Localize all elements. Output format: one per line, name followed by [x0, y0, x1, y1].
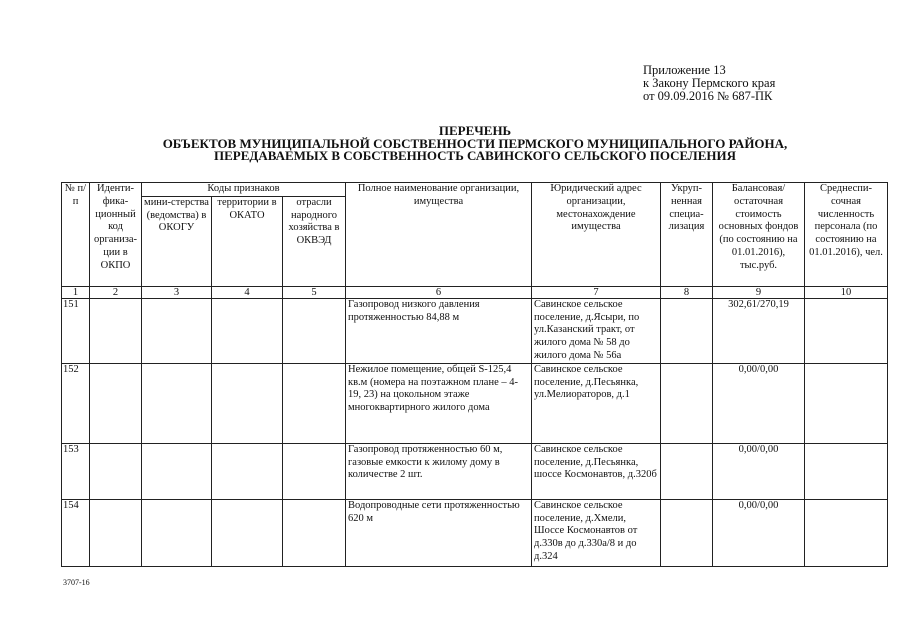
col-number: 8: [661, 286, 713, 298]
row-number: 154: [62, 499, 90, 566]
table-row: [62, 298, 888, 363]
title-line-1: ПЕРЕЧЕНЬ: [438, 123, 512, 138]
row-name: Нежилое помещение, общей S-125,4 кв.м (номера на поэтажном плане – 4-19, 23) на цокольном этаже многоквартирного жилого дома: [346, 363, 532, 443]
row-number: 152: [62, 363, 90, 443]
row-name: Газопровод протяженностью 60 м, газовые емкости к жилому дому в количестве 2 шт.: [346, 443, 532, 499]
appendix-reference: [643, 64, 775, 103]
header-num: № п/п: [62, 183, 90, 287]
row-name: Газопровод низкого давления протяженностью 84,88 м: [346, 298, 532, 363]
row-name: Водопроводные сети протяженностью 620 м: [346, 499, 532, 566]
title-line-3: ПЕРЕДАВАЕМЫХ В СОБСТВЕННОСТЬ САВИНСКОГО СЕЛЬСКОГО ПОСЕЛЕНИЯ: [214, 148, 736, 163]
header-balance: Балансовая/ остаточная стоимость основных фондов (по состоянию на 01.01.2016), тыс.руб.: [713, 183, 805, 287]
col-number: 7: [532, 286, 661, 298]
row-address: Савинское сельское поселение, д.Песьянка, шоссе Космонавтов, д.320б: [532, 443, 661, 499]
col-number: 4: [212, 286, 283, 298]
col-number: 2: [90, 286, 142, 298]
header-okpo: Иденти-фика-ционный код организа-ции в ОКПО: [90, 183, 142, 287]
appendix-date: от 09.09.2016 № 687-ПК: [643, 89, 773, 103]
header-okato: территории в ОКАТО: [212, 196, 283, 286]
col-number: 10: [805, 286, 888, 298]
row-balance: 0,00/0,00: [713, 363, 805, 443]
row-number: 151: [62, 298, 90, 363]
col-number: 9: [713, 286, 805, 298]
header-address: Юридический адрес организации, местонахождение имущества: [532, 183, 661, 287]
appendix-number: Приложение 13: [643, 63, 726, 77]
property-table: [61, 182, 888, 567]
footer-code: 3707-16: [63, 578, 90, 587]
document-title: [60, 125, 890, 163]
row-balance: 302,61/270,19: [713, 298, 805, 363]
row-address: Савинское сельское поселение, д.Песьянка, ул.Мелиораторов, д.1: [532, 363, 661, 443]
row-balance: 0,00/0,00: [713, 443, 805, 499]
row-number: 153: [62, 443, 90, 499]
col-number: 3: [142, 286, 212, 298]
row-address: Савинское сельское поселение, д.Хмели, Шоссе Космонавтов от д.330в до д.330а/8 и до д.324: [532, 499, 661, 566]
table-row: [62, 363, 888, 443]
appendix-law: к Закону Пермского края: [643, 76, 776, 90]
title-line-2: ОБЪЕКТОВ МУНИЦИПАЛЬНОЙ СОБСТВЕННОСТИ ПЕРМСКОГО МУНИЦИПАЛЬНОГО РАЙОНА,: [162, 135, 788, 151]
table-row: [62, 443, 888, 499]
header-name: Полное наименование организации, имущества: [346, 183, 532, 287]
header-staff: Среднеспи-сочная численность персонала (по состоянию на 01.01.2016), чел.: [805, 183, 888, 287]
row-address: Савинское сельское поселение, д.Ясыри, по ул.Казанский тракт, от жилого дома № 58 до жилого дома № 56а: [532, 298, 661, 363]
row-balance: 0,00/0,00: [713, 499, 805, 566]
table-row: [62, 499, 888, 566]
header-okved: отрасли народного хозяйства в ОКВЭД: [283, 196, 346, 286]
col-number: 6: [346, 286, 532, 298]
header-okogu: мини-стерства (ведомства) в ОКОГУ: [142, 196, 212, 286]
col-number: 5: [283, 286, 346, 298]
header-row: [62, 183, 888, 197]
header-codes: Коды признаков: [142, 183, 346, 197]
col-number: 1: [62, 286, 90, 298]
header-specialization: Укруп-ненная специа-лизация: [661, 183, 713, 287]
column-number-row: [62, 286, 888, 298]
